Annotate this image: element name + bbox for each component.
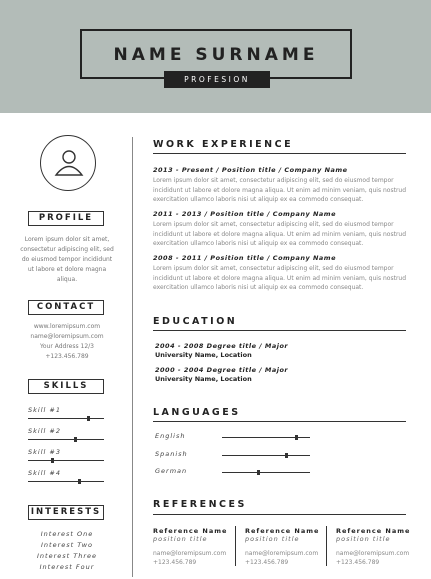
interest-item: Interest Two xyxy=(41,541,93,549)
education-heading: EDUCATION xyxy=(153,316,238,327)
degree-title: 2004 - 2008 Degree title / Major xyxy=(155,342,289,350)
profile-heading: PROFILE xyxy=(28,211,104,226)
reference-separator xyxy=(235,526,236,566)
contact-website: www.loremipsum.com xyxy=(33,323,101,330)
degree-title: 2000 - 2004 Degree title / Major xyxy=(155,366,289,374)
school-name: University Name, Location xyxy=(155,375,252,383)
job-title: 2008 - 2011 / Position title / Company Name xyxy=(153,254,336,262)
reference-position: position title xyxy=(336,535,391,543)
references-rule xyxy=(153,514,406,515)
references-heading: REFERENCES xyxy=(153,499,247,510)
reference-card xyxy=(245,527,329,567)
interest-item: Interest Three xyxy=(36,552,98,560)
job-title: 2011 - 2013 / Position title / Company Name xyxy=(153,210,336,218)
skill-marker xyxy=(87,416,90,421)
reference-separator xyxy=(326,526,327,566)
skill-bar xyxy=(28,439,104,440)
skill-marker xyxy=(78,479,81,484)
education-rule xyxy=(153,330,406,331)
school-name: University Name, Location xyxy=(155,351,252,359)
interests-heading: INTERESTS xyxy=(28,505,104,520)
reference-phone: +123.456.789 xyxy=(245,559,289,566)
skill-marker xyxy=(51,458,54,463)
skill-item xyxy=(28,406,108,419)
skill-label: Skill #4 xyxy=(28,469,61,477)
language-label: English xyxy=(155,432,186,440)
skill-label: Skill #2 xyxy=(28,427,61,435)
skill-label: Skill #3 xyxy=(28,448,61,456)
job-title: 2013 - Present / Position title / Company Name xyxy=(153,166,348,174)
skill-bar xyxy=(28,460,104,461)
languages-heading: LANGUAGES xyxy=(153,407,241,418)
reference-email: name@loremipsum.com xyxy=(336,550,410,557)
full-name: NAME SURNAME xyxy=(113,45,319,65)
job-description: Lorem ipsum dolor sit amet, consectetur adipiscing elit, sed do eiusmod tempor incididunt ut labore et dolore magna aliqua. Ut enim ad minim veniam, quis nostrud exercitation ullamco laboris nisi ut aliquip ex ea commodo consequat. xyxy=(153,265,407,291)
column-divider xyxy=(132,137,133,577)
language-marker xyxy=(295,435,298,440)
reference-position: position title xyxy=(245,535,300,543)
language-label: German xyxy=(155,467,188,475)
languages-rule xyxy=(153,421,406,422)
work-rule xyxy=(153,153,406,154)
reference-name: Reference Name xyxy=(245,527,320,535)
skill-item xyxy=(28,427,108,440)
contact-address: Your Address 12/3 xyxy=(40,343,94,350)
job-description: Lorem ipsum dolor sit amet, consectetur adipiscing elit, sed do eiusmod tempor incididunt ut labore et dolore magna aliqua. Ut enim ad minim veniam, quis nostrud exercitation ullamco laboris nisi ut aliquip ex ea commodo consequat. xyxy=(153,221,407,247)
skill-bar xyxy=(28,418,104,419)
reference-name: Reference Name xyxy=(153,527,228,535)
skills-heading: SKILLS xyxy=(28,379,104,394)
reference-email: name@loremipsum.com xyxy=(245,550,319,557)
reference-phone: +123.456.789 xyxy=(336,559,380,566)
skill-item xyxy=(28,448,108,461)
reference-card xyxy=(336,527,416,567)
skill-item xyxy=(28,469,108,482)
work-heading: WORK EXPERIENCE xyxy=(153,139,294,150)
reference-name: Reference Name xyxy=(336,527,411,535)
language-label: Spanish xyxy=(155,450,188,458)
avatar xyxy=(40,135,96,191)
reference-email: name@loremipsum.com xyxy=(153,550,227,557)
contact-phone: +123.456.789 xyxy=(45,353,89,360)
reference-phone: +123.456.789 xyxy=(153,559,197,566)
language-bar xyxy=(222,455,310,456)
contact-heading: CONTACT xyxy=(28,300,104,315)
profile-text: Lorem ipsum dolor sit amet, consectetur adipiscing elit, sed do eiusmod tempor incididunt ut labore et dolore magna aliqua. xyxy=(20,236,114,283)
interest-item: Interest One xyxy=(40,530,94,538)
skill-bar xyxy=(28,481,104,482)
interest-item: Interest Four xyxy=(39,563,95,571)
job-description: Lorem ipsum dolor sit amet, consectetur adipiscing elit, sed do eiusmod tempor incididunt ut labore et dolore magna aliqua. Ut enim ad minim veniam, quis nostrud exercitation ullamco laboris nisi ut aliquip ex ea commodo consequat. xyxy=(153,177,407,203)
language-bar xyxy=(222,472,310,473)
header-banner xyxy=(0,0,431,113)
skill-marker xyxy=(74,437,77,442)
language-marker xyxy=(285,453,288,458)
person-icon xyxy=(54,148,84,178)
profession-label: PROFESION xyxy=(164,71,270,88)
skill-label: Skill #1 xyxy=(28,406,61,414)
language-bar xyxy=(222,437,310,438)
reference-card xyxy=(153,527,237,567)
language-marker xyxy=(257,470,260,475)
reference-position: position title xyxy=(153,535,208,543)
contact-email: name@loremipsum.com xyxy=(30,333,104,340)
